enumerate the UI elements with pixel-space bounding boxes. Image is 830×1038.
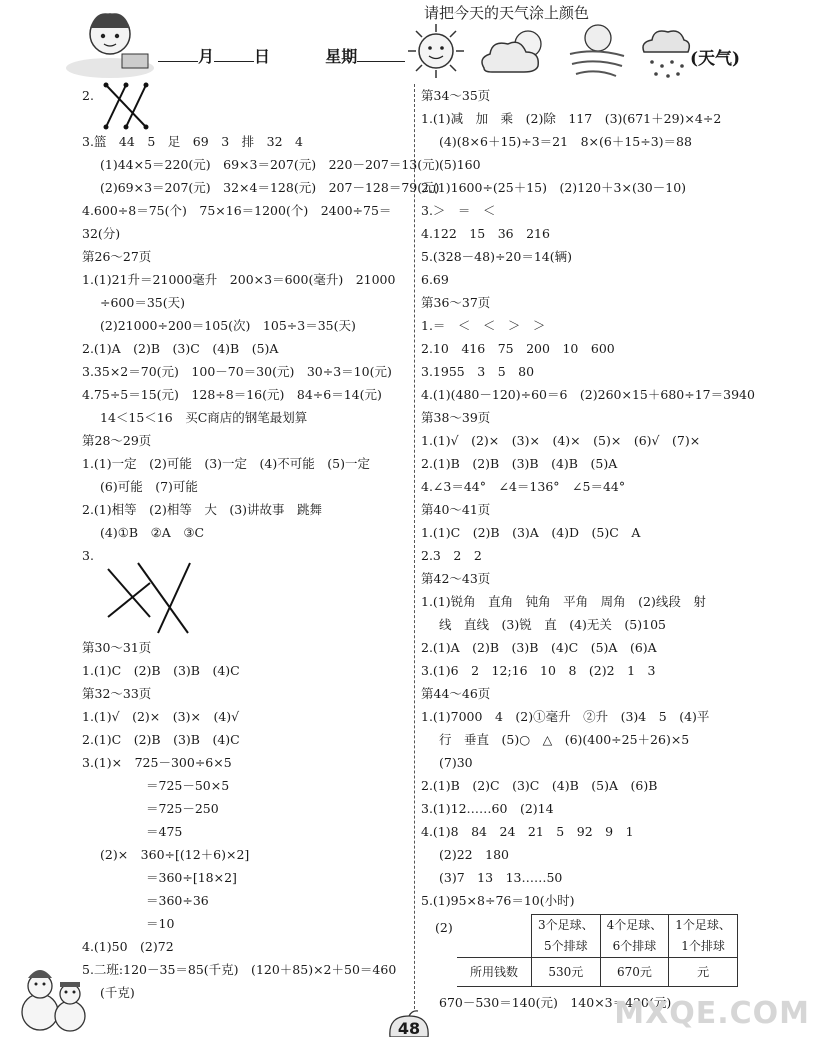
answer-line: (2)69×3＝207(元) 32×4＝128(元) 207－128＝79(元)	[100, 180, 440, 195]
answer-line: 3.＞ ＝ ＜	[421, 203, 496, 218]
answer-line: (2)22 180	[439, 847, 509, 862]
section-heading: 第40～41页	[421, 502, 491, 517]
weekday-label: 星期	[325, 47, 358, 66]
answer-line: (4)(8×6＋15)÷3＝21 8×(6＋15÷3)＝88	[439, 134, 692, 149]
answer-line: ÷600＝35(天)	[100, 295, 185, 310]
table-prefix: (2)	[435, 920, 453, 935]
sun-icon[interactable]	[406, 22, 466, 80]
answer-line: 1.(1)减 加 乘 (2)除 117 (3)(671＋29)×4÷2	[421, 111, 722, 126]
cost-table-block	[421, 914, 761, 987]
table-row	[457, 958, 737, 987]
weekday-blank[interactable]	[357, 47, 405, 62]
cloudy-sun-icon[interactable]	[474, 26, 552, 76]
matching-figure-1-wrap	[82, 107, 412, 130]
answer-line: ＝725－250	[146, 801, 219, 816]
answer-line: 2.(1)A (2)B (3)B (4)C (5)A (6)A	[421, 640, 657, 655]
answer-line: 4.75÷5＝15(元) 128÷8＝16(元) 84÷6＝14(元)	[82, 387, 382, 402]
answer-line: 3.1955 3 5 80	[421, 364, 535, 379]
answer-line: (4)①B ②A ③C	[100, 525, 205, 540]
answer-line: 14＜15＜16 买C商店的钢笔最划算	[100, 410, 308, 425]
answer-line: 3.35×2＝70(元) 100－70＝30(元) 30÷3＝10(元)	[82, 364, 392, 379]
table-cell: 530元	[532, 958, 601, 987]
answer-line: 5.二班:120－35＝85(千克) (120＋85)×2＋50＝460	[82, 962, 397, 977]
answer-line: ＝10	[146, 916, 175, 931]
matching-lines-figure	[98, 561, 198, 639]
section-heading: 第32～33页	[82, 686, 152, 701]
answer-line: 1.(1)7000 4 (2)①毫升 ②升 (3)4 5 (4)平	[421, 709, 710, 724]
answer-line: 1.(1)C (2)B (3)A (4)D (5)C A	[421, 525, 641, 540]
answer-line: 4.(1)50 (2)72	[82, 939, 174, 954]
watermark-text: MXQE.COM	[614, 996, 810, 1031]
answer-line: 4.(1)8 84 24 21 5 92 9 1	[421, 824, 634, 839]
answer-line: ＝725－50×5	[146, 778, 230, 793]
right-column	[421, 84, 761, 1014]
answer-line: ＝360÷[18×2]	[146, 870, 237, 885]
answer-line: 1.(1)√ (2)× (3)× (4)× (5)× (6)√ (7)×	[421, 433, 701, 448]
answer-line: 线 直线 (3)锐 直 (4)无关 (5)105	[439, 617, 666, 632]
section-heading: 第26～27页	[82, 249, 152, 264]
answer-line: 3.	[82, 548, 94, 563]
weather-label: (天气)	[690, 49, 741, 69]
answer-line: 5.(1)95×8÷76＝10(小时)	[421, 893, 575, 908]
answer-line: (7)30	[439, 755, 473, 770]
answer-line: (2)21000÷200＝105(次) 105÷3＝35(天)	[100, 318, 356, 333]
section-heading: 第38～39页	[421, 410, 491, 425]
table-header-cell: 3个足球、 5个排球	[532, 915, 601, 958]
column-divider	[414, 84, 416, 1009]
answer-line: (6)可能 (7)可能	[100, 479, 198, 494]
section-heading: 第36～37页	[421, 295, 491, 310]
answer-line: 2.(1)A (2)B (3)C (4)B (5)A	[82, 341, 279, 356]
table-row-label: 所用钱数	[457, 958, 532, 987]
rain-cloud-icon[interactable]	[638, 24, 692, 80]
answer-line: 4.122 15 36 216	[421, 226, 550, 241]
answer-line: 2.(1)相等 (2)相等 大 (3)讲故事 跳舞	[82, 502, 323, 517]
month-label: 月	[198, 47, 215, 66]
table-cell: 670元	[600, 958, 669, 987]
answer-line: 3.篮 44 5 足 69 3 排 32 4	[82, 134, 304, 149]
answer-line: 32(分)	[82, 226, 121, 241]
date-line	[158, 44, 405, 67]
matching-lines-figure	[96, 81, 156, 133]
snowman-icon	[14, 962, 94, 1034]
answer-line: 1.(1)一定 (2)可能 (3)一定 (4)不可能 (5)一定	[82, 456, 370, 471]
answer-line: 6.69	[421, 272, 449, 287]
answer-line: 2.(1)B (2)C (3)C (4)B (5)A (6)B	[421, 778, 658, 793]
page-header	[0, 0, 830, 86]
answer-line: 2.10 416 75 200 10 600	[421, 341, 615, 356]
answer-line: 4.600÷8＝75(个) 75×16＝1200(个) 2400÷75＝	[82, 203, 392, 218]
cost-table	[457, 914, 738, 987]
section-heading: 第44～46页	[421, 686, 491, 701]
table-header-cell: 4个足球、 6个排球	[600, 915, 669, 958]
answer-line: (1)44×5＝220(元) 69×3＝207(元) 220－207＝13(元)	[100, 157, 440, 172]
answer-line: 5.(328－48)÷20＝14(辆)	[421, 249, 572, 264]
page-number: 48	[397, 1019, 421, 1038]
table-cell: 元	[669, 958, 738, 987]
answer-line: 3.(1)6 2 12;16 10 8 (2)2 1 3	[421, 663, 656, 678]
section-heading: 第34～35页	[421, 88, 491, 103]
wind-icon[interactable]	[566, 20, 628, 80]
child-reading-icon	[62, 6, 158, 80]
answer-line: (2)× 360÷[(12＋6)×2]	[100, 847, 250, 862]
matching-figure-2-wrap	[82, 567, 412, 636]
weather-prompt: 请把今天的天气涂上颜色	[424, 4, 590, 22]
answer-line: 1.(1)锐角 直角 钝角 平角 周角 (2)线段 射	[421, 594, 706, 609]
answer-line: 1.＝ ＜ ＜ ＞ ＞	[421, 318, 546, 333]
answer-line: (3)7 13 13……50	[439, 870, 563, 885]
month-blank[interactable]	[158, 47, 198, 62]
answer-line: 1.(1)21升＝21000毫升 200×3＝600(毫升) 21000	[82, 272, 396, 287]
answer-line: 2.3 2 2	[421, 548, 482, 563]
answer-line: 2.(1)C (2)B (3)B (4)C	[82, 732, 240, 747]
answer-line: 1.(1)C (2)B (3)B (4)C	[82, 663, 240, 678]
table-header-cell: 1个足球、 1个排球	[669, 915, 738, 958]
page-number-badge	[386, 1010, 432, 1037]
answer-line: (千克)	[100, 985, 135, 1000]
answer-line: 670－530＝140(元) 140×3＝420(元)	[439, 995, 672, 1010]
answer-line: 4.(1)(480－120)÷60＝6 (2)260×15＋680÷17＝3940	[421, 387, 755, 402]
answer-line: 3.(1)× 725－300÷6×5	[82, 755, 232, 770]
day-label: 日	[254, 47, 271, 66]
section-heading: 第30～31页	[82, 640, 152, 655]
day-blank[interactable]	[214, 47, 254, 62]
answer-line: 2.	[82, 88, 94, 103]
section-heading: 第42～43页	[421, 571, 491, 586]
answer-line: ＝360÷36	[146, 893, 209, 908]
answer-line: 3.(1)12……60 (2)14	[421, 801, 554, 816]
answer-line: 2.(1)1600÷(25＋15) (2)120＋3×(30－10)	[421, 180, 687, 195]
answer-line: 4.∠3＝44° ∠4＝136° ∠5＝44°	[421, 479, 626, 494]
answer-line: ＝475	[146, 824, 183, 839]
answer-line: 1.(1)√ (2)× (3)× (4)√	[82, 709, 240, 724]
answer-line: 行 垂直 (5)○ △ (6)(400÷25＋26)×5	[439, 732, 690, 747]
table-header-row	[457, 915, 737, 958]
answer-line: 2.(1)B (2)B (3)B (4)B (5)A	[421, 456, 618, 471]
answer-line: (5)160	[439, 157, 481, 172]
section-heading: 第28～29页	[82, 433, 152, 448]
